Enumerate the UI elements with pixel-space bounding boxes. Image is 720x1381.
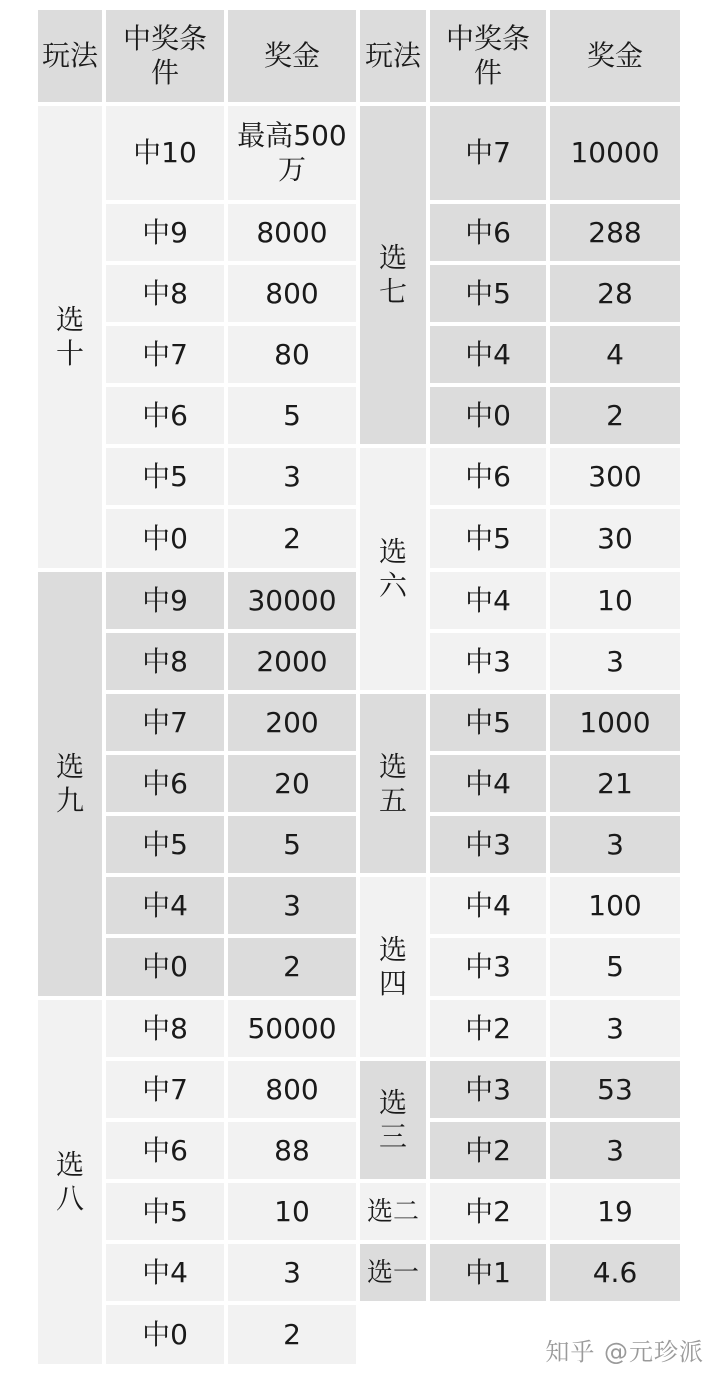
- prize-cell: 2: [228, 509, 356, 568]
- prize-cell: 1000: [550, 694, 680, 751]
- condition-cell: 中7: [430, 106, 546, 200]
- header-prize-right: 奖金: [550, 10, 680, 102]
- condition-cell: 中4: [430, 755, 546, 812]
- header-condition-left: 中奖条 件: [106, 10, 224, 102]
- condition-cell: 中4: [430, 572, 546, 629]
- prize-cell: 4.6: [550, 1244, 680, 1301]
- prize-cell: 3: [550, 816, 680, 873]
- prize-cell: 3: [550, 1000, 680, 1057]
- header-prize-left: 奖金: [228, 10, 356, 102]
- group-label: 选 五: [360, 694, 426, 873]
- condition-cell: 中5: [106, 448, 224, 505]
- condition-cell: 中6: [430, 448, 546, 505]
- group-label: 选二: [360, 1183, 426, 1240]
- prize-cell: 10: [550, 572, 680, 629]
- prize-cell: 2: [550, 387, 680, 444]
- prize-cell: 10000: [550, 106, 680, 200]
- condition-cell: 中7: [106, 326, 224, 383]
- condition-cell: 中6: [106, 387, 224, 444]
- group-label: 选 八: [38, 1000, 102, 1364]
- condition-cell: 中8: [106, 265, 224, 322]
- watermark: 知乎 @元珍派: [545, 1338, 704, 1366]
- group-label: 选 四: [360, 877, 426, 1057]
- condition-cell: 中4: [430, 877, 546, 934]
- prize-cell: 3: [228, 877, 356, 934]
- condition-cell: 中0: [430, 387, 546, 444]
- prize-cell: 53: [550, 1061, 680, 1118]
- condition-cell: 中4: [106, 877, 224, 934]
- condition-cell: 中2: [430, 1000, 546, 1057]
- condition-cell: 中5: [430, 509, 546, 568]
- group-label: 选 九: [38, 572, 102, 996]
- prize-cell: 8000: [228, 204, 356, 261]
- prize-cell: 3: [228, 448, 356, 505]
- prize-cell: 88: [228, 1122, 356, 1179]
- prize-cell: 3: [550, 1122, 680, 1179]
- condition-cell: 中4: [106, 1244, 224, 1301]
- condition-cell: 中2: [430, 1183, 546, 1240]
- prize-cell: 19: [550, 1183, 680, 1240]
- group-label: 选 三: [360, 1061, 426, 1179]
- condition-cell: 中5: [430, 265, 546, 322]
- prize-cell: 20: [228, 755, 356, 812]
- prize-cell: 288: [550, 204, 680, 261]
- condition-cell: 中0: [106, 1305, 224, 1364]
- condition-cell: 中7: [106, 1061, 224, 1118]
- condition-cell: 中6: [106, 755, 224, 812]
- condition-cell: 中1: [430, 1244, 546, 1301]
- group-label: 选 七: [360, 106, 426, 444]
- group-label: 选 十: [38, 106, 102, 568]
- prize-cell: 300: [550, 448, 680, 505]
- condition-cell: 中2: [430, 1122, 546, 1179]
- condition-cell: 中10: [106, 106, 224, 200]
- condition-cell: 中8: [106, 633, 224, 690]
- prize-cell: 5: [550, 938, 680, 996]
- prize-cell: 200: [228, 694, 356, 751]
- prize-cell: 10: [228, 1183, 356, 1240]
- prize-cell: 2000: [228, 633, 356, 690]
- condition-cell: 中3: [430, 633, 546, 690]
- prize-cell: 30000: [228, 572, 356, 629]
- condition-cell: 中5: [106, 1183, 224, 1240]
- prize-cell: 4: [550, 326, 680, 383]
- condition-cell: 中0: [106, 509, 224, 568]
- header-play-right: 玩法: [360, 10, 426, 102]
- group-label: 选一: [360, 1244, 426, 1301]
- prize-cell: 最高500 万: [228, 106, 356, 200]
- group-label: 选 六: [360, 448, 426, 690]
- condition-cell: 中9: [106, 572, 224, 629]
- prize-cell: 800: [228, 1061, 356, 1118]
- condition-cell: 中8: [106, 1000, 224, 1057]
- condition-cell: 中7: [106, 694, 224, 751]
- prize-cell: 80: [228, 326, 356, 383]
- condition-cell: 中6: [106, 1122, 224, 1179]
- condition-cell: 中0: [106, 938, 224, 996]
- prize-cell: 50000: [228, 1000, 356, 1057]
- condition-cell: 中3: [430, 1061, 546, 1118]
- prize-cell: 2: [228, 1305, 356, 1364]
- header-condition-right: 中奖条 件: [430, 10, 546, 102]
- prize-cell: 100: [550, 877, 680, 934]
- prize-cell: 21: [550, 755, 680, 812]
- condition-cell: 中9: [106, 204, 224, 261]
- condition-cell: 中5: [430, 694, 546, 751]
- prize-cell: 30: [550, 509, 680, 568]
- condition-cell: 中4: [430, 326, 546, 383]
- prize-cell: 3: [550, 633, 680, 690]
- header-play-left: 玩法: [38, 10, 102, 102]
- condition-cell: 中3: [430, 816, 546, 873]
- prize-cell: 5: [228, 387, 356, 444]
- condition-cell: 中5: [106, 816, 224, 873]
- prize-cell: 3: [228, 1244, 356, 1301]
- condition-cell: 中6: [430, 204, 546, 261]
- prize-cell: 28: [550, 265, 680, 322]
- prize-cell: 5: [228, 816, 356, 873]
- prize-cell: 2: [228, 938, 356, 996]
- condition-cell: 中3: [430, 938, 546, 996]
- prize-cell: 800: [228, 265, 356, 322]
